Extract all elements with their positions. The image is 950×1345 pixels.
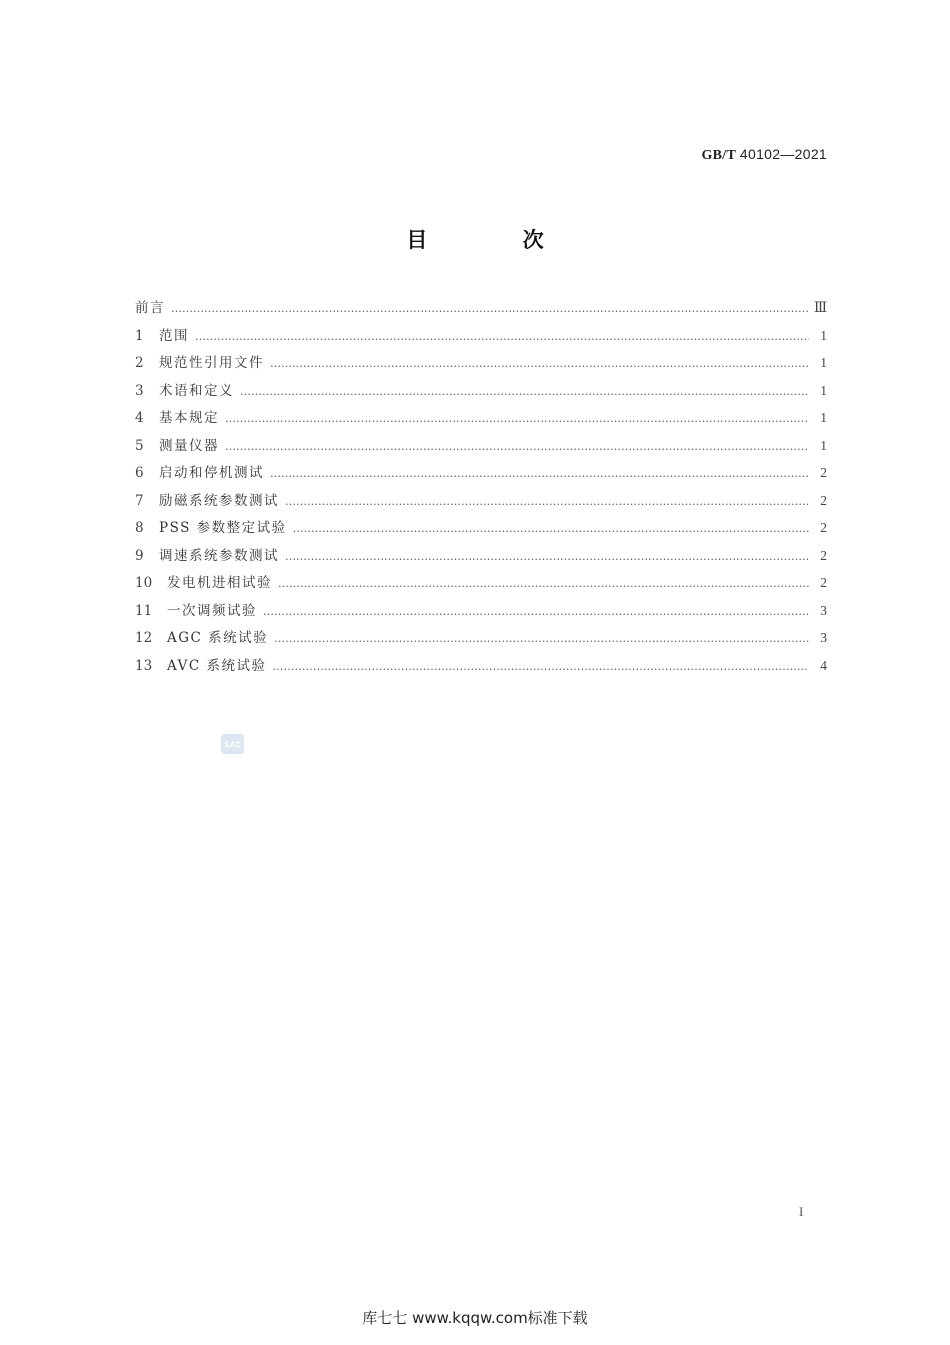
toc-entry-label: 测量仪器 (159, 437, 219, 454)
toc-entry[interactable] (135, 599, 827, 627)
toc-entry[interactable] (135, 626, 827, 654)
toc-entry[interactable] (135, 654, 827, 682)
toc-entry-page: 1 (820, 410, 827, 425)
toc-entry-number: 1 (135, 327, 144, 344)
toc-entry-page: 1 (820, 437, 827, 453)
toc-entry-page: 3 (820, 602, 827, 618)
toc-entry-label: 范围 (159, 327, 189, 344)
toc-entry-label: 励磁系统参数测试 (159, 492, 279, 509)
page-number: I (799, 1204, 804, 1219)
table-of-contents (135, 296, 827, 681)
toc-entry-number: 4 (135, 410, 144, 426)
toc-entry-page: 1 (820, 355, 827, 370)
toc-entry-label: AVC 系统试验 (167, 657, 267, 674)
toc-entry[interactable] (135, 351, 827, 379)
toc-entry-number: 5 (135, 437, 144, 454)
toc-entry-number: 10 (135, 575, 153, 591)
page-title: 目 次 (406, 228, 588, 252)
toc-entry-number: 9 (135, 547, 144, 564)
footer-text[interactable]: 库七七 www.kqqw.com标准下载 (362, 1309, 588, 1327)
toc-entry-label: PSS 参数整定试验 (159, 520, 287, 536)
toc-entry-label: AGC 系统试验 (167, 630, 269, 646)
standard-code (701, 146, 827, 164)
toc-entry-page: 2 (820, 520, 827, 535)
toc-entry-number: 13 (135, 657, 153, 674)
toc-dot-leader (240, 385, 809, 398)
toc-entry[interactable] (135, 434, 827, 462)
toc-dot-leader (263, 605, 809, 618)
toc-entry-page: 2 (820, 575, 827, 590)
toc-entry-page: 2 (820, 465, 827, 480)
toc-entry-page: 2 (820, 547, 827, 563)
toc-dot-leader (195, 330, 809, 343)
toc-dot-leader (171, 302, 809, 315)
toc-entry-label: 前言 (135, 300, 165, 316)
toc-entry[interactable] (135, 296, 827, 324)
toc-dot-leader (270, 467, 809, 480)
standard-prefix: GB/T (701, 148, 737, 163)
toc-entry-page: 2 (820, 492, 827, 508)
toc-dot-leader (293, 522, 809, 535)
toc-entry-number: 12 (135, 630, 153, 646)
toc-entry-label: 一次调频试验 (167, 602, 257, 619)
toc-entry[interactable] (135, 571, 827, 599)
toc-dot-leader (274, 632, 809, 645)
toc-entry-number: 2 (135, 355, 144, 371)
standard-number: 40102—2021 (739, 146, 827, 162)
toc-entry-number: 7 (135, 492, 144, 509)
toc-entry-label: 规范性引用文件 (159, 355, 264, 371)
toc-entry-label: 术语和定义 (159, 382, 234, 399)
toc-entry-page: 1 (820, 327, 827, 343)
toc-entry[interactable] (135, 379, 827, 407)
sac-logo-icon (221, 734, 244, 754)
toc-entry[interactable] (135, 516, 827, 544)
toc-entry-number: 6 (135, 465, 144, 481)
toc-dot-leader (285, 495, 809, 508)
toc-entry[interactable] (135, 461, 827, 489)
toc-dot-leader (225, 440, 809, 453)
toc-entry-number: 3 (135, 382, 144, 399)
toc-entry-number: 11 (135, 602, 153, 619)
toc-dot-leader (285, 550, 809, 563)
toc-entry-label: 基本规定 (159, 410, 219, 426)
toc-entry[interactable] (135, 489, 827, 517)
toc-entry[interactable] (135, 324, 827, 352)
toc-dot-leader (270, 357, 809, 370)
toc-entry-label: 调速系统参数测试 (159, 547, 279, 564)
toc-dot-leader (225, 412, 809, 425)
toc-entry-number: 8 (135, 520, 144, 536)
toc-entry-page: 4 (820, 657, 827, 673)
sac-logo-text: SAC (224, 740, 241, 750)
toc-dot-leader (278, 577, 809, 590)
toc-dot-leader (272, 660, 809, 673)
toc-entry[interactable] (135, 406, 827, 434)
toc-entry-page: 3 (820, 630, 827, 645)
toc-entry-page: Ⅲ (813, 300, 827, 315)
toc-entry-label: 发电机进相试验 (167, 575, 272, 591)
toc-entry-page: 1 (820, 382, 827, 398)
toc-entry[interactable] (135, 544, 827, 572)
toc-entry-label: 启动和停机测试 (159, 465, 264, 481)
